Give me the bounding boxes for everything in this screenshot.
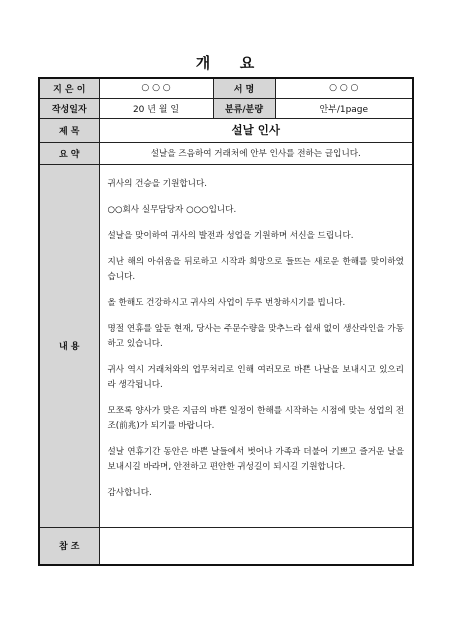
content-paragraph: 올 한해도 건강하시고 귀사의 사업이 두루 번창하시기를 빕니다. bbox=[107, 297, 346, 308]
signature-value[interactable]: ○ ○ ○ bbox=[275, 78, 413, 98]
subject-label: 제 목 bbox=[39, 118, 99, 142]
reference-label: 참 조 bbox=[39, 527, 99, 565]
subject-row bbox=[39, 118, 413, 142]
subject-value[interactable]: 설날 인사 bbox=[99, 118, 413, 142]
summary-row bbox=[39, 142, 413, 164]
content-body[interactable] bbox=[99, 164, 413, 527]
title-char-2: 요 bbox=[239, 54, 255, 72]
content-paragraph: 지난 해의 아쉬움을 뒤로하고 시작과 희망으로 들뜨는 새로운 한해를 맞이하였습니다. bbox=[107, 256, 404, 282]
content-paragraph: 설날을 맞이하여 귀사의 발전과 성업을 기원하며 서신을 드립니다. bbox=[107, 230, 354, 241]
content-paragraph: 모쪼록 양사가 맞은 지금의 바쁜 일정이 한해를 시작하는 시점에 맞는 성업의 전조(前兆)가 되기를 바랍니다. bbox=[107, 405, 404, 431]
content-paragraph: ○○회사 실무담당자 ○○○입니다. bbox=[107, 204, 237, 215]
reference-value[interactable] bbox=[99, 527, 413, 565]
author-value[interactable]: ○ ○ ○ bbox=[99, 78, 213, 98]
signature-label: 서 명 bbox=[213, 78, 275, 98]
author-row bbox=[39, 78, 413, 98]
content-paragraph: 귀사 역시 거래처와의 업무처리로 인해 여러모로 바쁜 나날을 보내시고 있으리라 생각됩니다. bbox=[107, 364, 404, 390]
content-paragraph: 감사합니다. bbox=[107, 487, 152, 498]
content-row bbox=[39, 164, 413, 527]
reference-row bbox=[39, 527, 413, 565]
content-paragraph: 명절 연휴를 앞둔 현재, 당사는 주문수량을 맞추느라 쉴새 없이 생산라인을 가동하고 있습니다. bbox=[107, 323, 404, 349]
content-paragraph: 귀사의 건승을 기원합니다. bbox=[107, 178, 208, 189]
summary-label: 요 약 bbox=[39, 142, 99, 164]
document-title bbox=[0, 52, 450, 73]
date-label: 작성일자 bbox=[39, 98, 99, 118]
title-char-1: 개 bbox=[195, 54, 211, 72]
overview-form-table bbox=[38, 77, 414, 566]
category-value[interactable]: 안부/1page bbox=[275, 98, 413, 118]
content-paragraph: 설날 연휴기간 동안은 바쁜 날들에서 벗어나 가족과 더불어 기쁘고 즐거운 날을 보내시길 바라며, 안전하고 편안한 귀성길이 되시길 기원합니다. bbox=[107, 446, 404, 472]
author-label: 지 은 이 bbox=[39, 78, 99, 98]
content-label: 내 용 bbox=[39, 164, 99, 527]
date-row bbox=[39, 98, 413, 118]
summary-value[interactable]: 설날을 즈음하여 거래처에 안부 인사를 전하는 글입니다. bbox=[99, 142, 413, 164]
date-value[interactable]: 20 년 월 일 bbox=[99, 98, 213, 118]
category-label: 분류/분량 bbox=[213, 98, 275, 118]
